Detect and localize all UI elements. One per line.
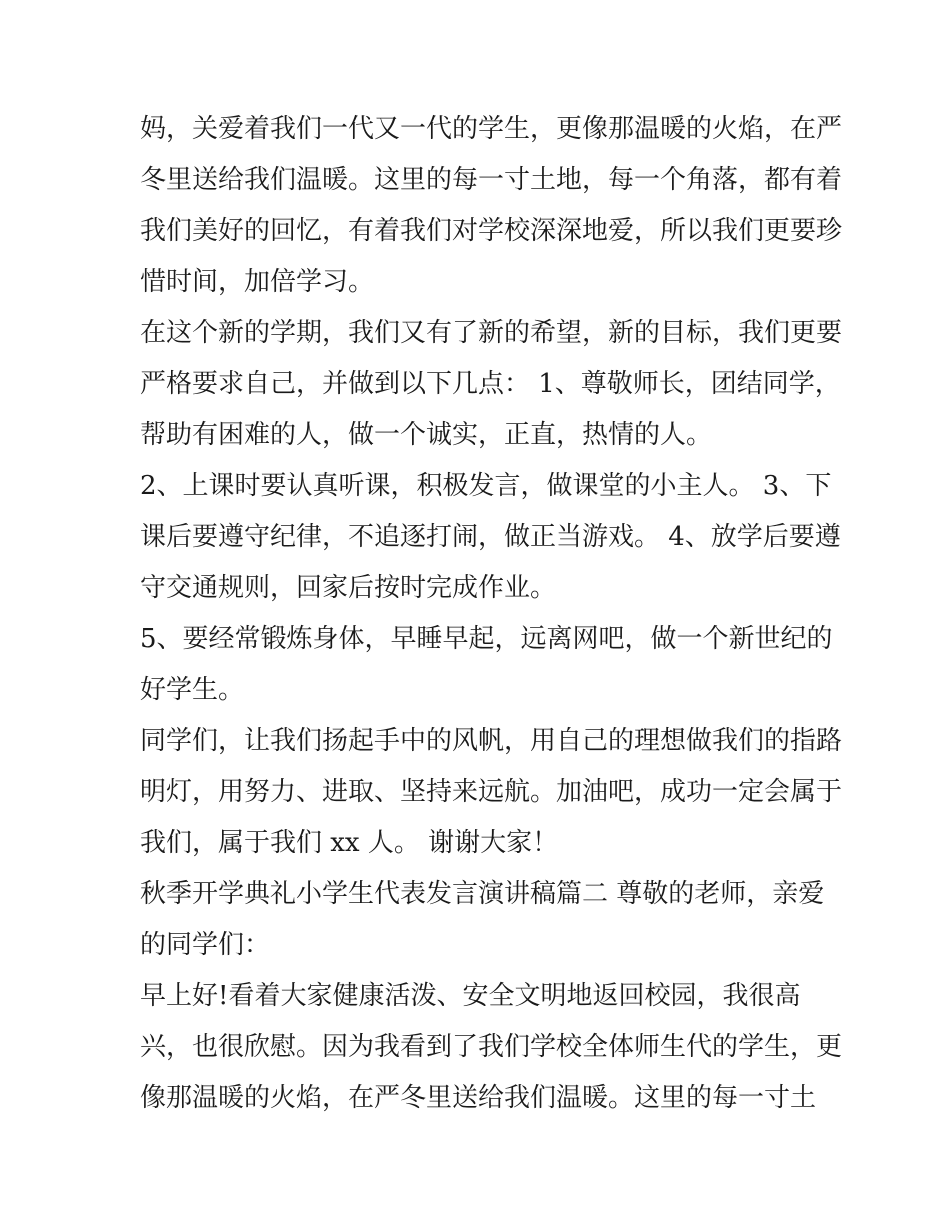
text-line: 5、要经常锻炼身体，早睡早起，远离网吧，做一个新世纪的 xyxy=(140,624,833,654)
text-line: 2、上课时要认真听课，积极发言，做课堂的小主人。 3、下 xyxy=(140,471,832,501)
text-line: 秋季开学典礼小学生代表发言演讲稿篇二 尊敬的老师，亲爱 xyxy=(140,879,825,909)
text-line: 课后要遵守纪律，不追逐打闹，做正当游戏。 4、放学后要遵 xyxy=(140,522,841,552)
text-line: 好学生。 xyxy=(140,675,245,705)
text-line: 惜时间，加倍学习。 xyxy=(140,267,375,297)
text-line: 帮助有困难的人，做一个诚实，正直，热情的人。 xyxy=(140,420,713,450)
text-line: 严格要求自己，并做到以下几点： 1、尊敬师长，团结同学， xyxy=(140,369,841,399)
text-line: 同学们，让我们扬起手中的风帆，用自己的理想做我们的指路 xyxy=(140,726,843,756)
text-line: 我们，属于我们 xx 人。 谢谢大家！ xyxy=(140,828,559,858)
text-line: 妈，关爱着我们一代又一代的学生，更像那温暖的火焰，在严 xyxy=(140,114,843,144)
text-line: 冬里送给我们温暖。这里的每一寸土地，每一个角落，都有着 xyxy=(140,165,843,195)
text-line: 明灯，用努力、进取、坚持来远航。加油吧，成功一定会属于 xyxy=(140,777,843,807)
text-line: 在这个新的学期，我们又有了新的希望，新的目标，我们更要 xyxy=(140,318,843,348)
text-line: 守交通规则，回家后按时完成作业。 xyxy=(140,573,557,603)
text-line: 早上好!看着大家健康活泼、安全文明地返回校园，我很高 xyxy=(140,981,801,1011)
text-line: 的同学们： xyxy=(140,930,271,960)
text-line: 我们美好的回忆，有着我们对学校深深地爱，所以我们更要珍 xyxy=(140,216,843,246)
text-line: 兴，也很欣慰。因为我看到了我们学校全体师生代的学生，更 xyxy=(140,1032,843,1062)
text-line: 像那温暖的火焰，在严冬里送给我们温暖。这里的每一寸土 xyxy=(140,1083,817,1113)
